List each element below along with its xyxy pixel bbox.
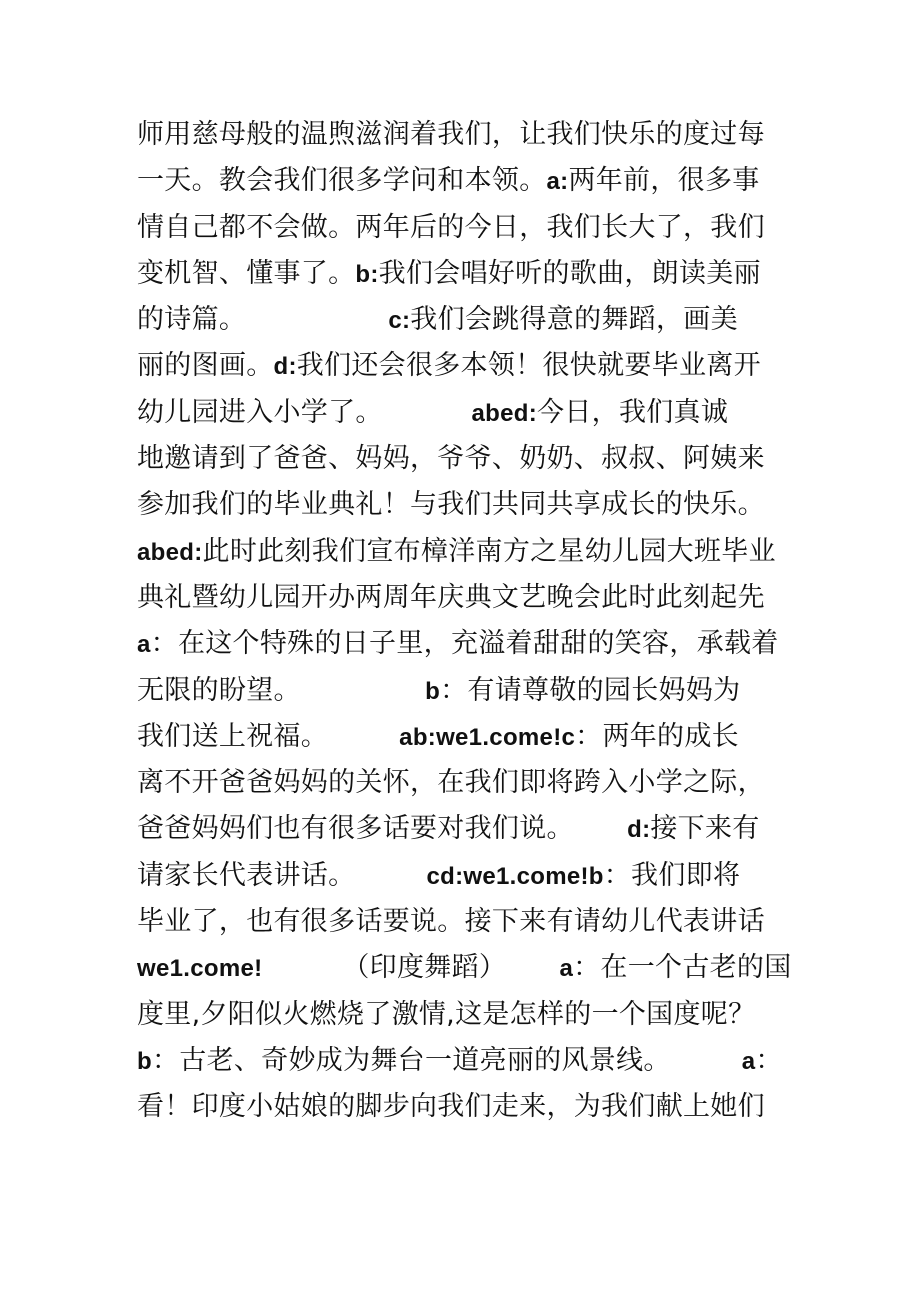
speaker-label: b bbox=[137, 1047, 152, 1075]
line-text: 丽的图画。 bbox=[137, 350, 274, 382]
text-line bbox=[137, 668, 797, 714]
line-text: 今日，我们真诚 bbox=[537, 396, 729, 428]
text-line bbox=[137, 1084, 797, 1130]
line-text: ： bbox=[755, 1044, 783, 1076]
line-text: 参加我们的毕业典礼！与我们共同共享成长的快乐。 bbox=[137, 489, 765, 521]
text-line bbox=[137, 390, 797, 436]
line-text: 变机智、懂事了。 bbox=[137, 257, 356, 289]
line-text: 我们还会很多本领！很快就要毕业离开 bbox=[296, 350, 761, 382]
speaker-label: a bbox=[137, 631, 151, 659]
text-line bbox=[137, 621, 797, 667]
line-text: ：在这个特殊的日子里，充溢着甜甜的笑容，承载着 bbox=[150, 628, 779, 660]
speaker-label: abed: bbox=[137, 538, 203, 566]
speaker-label: we1.come! bbox=[137, 955, 263, 983]
line-text: 师用慈母般的温煦滋润着我们，让我们快乐的度过每 bbox=[137, 119, 765, 150]
text-line bbox=[137, 482, 797, 528]
speaker-label: a bbox=[741, 1047, 756, 1075]
line-text: 爸爸妈妈们也有很多话要对我们说。 bbox=[137, 813, 628, 845]
text-line bbox=[137, 205, 797, 251]
line-text: 请家长代表讲话。 bbox=[137, 859, 427, 891]
line-text: 两年前，很多事 bbox=[568, 165, 760, 197]
line-text: 此时此刻我们宣布樟洋南方之星幼儿园大班毕业 bbox=[202, 535, 776, 567]
script-text-block bbox=[137, 112, 797, 1131]
text-line bbox=[137, 806, 797, 852]
speaker-label: a: bbox=[546, 168, 569, 196]
line-text: ：有请尊敬的园长妈妈为 bbox=[440, 674, 741, 706]
line-text: 一天。教会我们很多学问和本领。 bbox=[137, 165, 547, 197]
text-line bbox=[137, 992, 797, 1038]
text-line bbox=[137, 529, 797, 575]
speaker-label: b bbox=[425, 677, 441, 705]
text-line bbox=[137, 945, 797, 991]
line-text: 情自己都不会做。两年后的今日，我们长大了，我们 bbox=[137, 211, 765, 243]
text-line bbox=[137, 436, 797, 482]
text-line bbox=[137, 575, 797, 621]
line-text: ：两年的成长 bbox=[575, 720, 739, 752]
speaker-label: c: bbox=[388, 307, 411, 335]
line-text: 无限的盼望。 bbox=[137, 674, 426, 706]
line-text: ：在一个古老的国 bbox=[573, 952, 792, 984]
line-text: （印度舞蹈） bbox=[262, 952, 560, 984]
speaker-label: abed: bbox=[471, 399, 538, 427]
text-line bbox=[137, 760, 797, 806]
line-text: 的诗篇。 bbox=[137, 304, 389, 336]
speaker-label: cd:we1.come!b bbox=[426, 862, 604, 890]
text-line bbox=[137, 714, 797, 760]
line-text: 我们会唱好听的歌曲，朗读美丽 bbox=[378, 257, 761, 289]
speaker-label: b: bbox=[355, 260, 379, 288]
line-text: 离不开爸爸妈妈的关怀，在我们即将跨入小学之际， bbox=[137, 767, 765, 799]
text-line bbox=[137, 158, 797, 204]
line-text: 典礼暨幼儿园开办两周年庆典文艺晚会此时此刻起先 bbox=[137, 581, 765, 613]
text-line bbox=[137, 1038, 797, 1084]
text-line bbox=[137, 112, 797, 158]
line-text: 度里,夕阳似火燃烧了激情,这是怎样的一个国度呢？ bbox=[137, 998, 756, 1030]
text-line bbox=[137, 343, 797, 389]
speaker-label: d: bbox=[627, 816, 651, 844]
line-text: ：古老、奇妙成为舞台一道亮丽的风景线。 bbox=[151, 1044, 742, 1076]
line-text: 地邀请到了爸爸、妈妈，爷爷、奶奶、叔叔、阿姨来 bbox=[137, 443, 765, 475]
text-line bbox=[137, 853, 797, 899]
text-line bbox=[137, 899, 797, 945]
line-text: 看！印度小姑娘的脚步向我们走来，为我们献上她们 bbox=[137, 1091, 765, 1123]
text-line bbox=[137, 251, 797, 297]
line-text: 幼儿园进入小学了。 bbox=[137, 396, 472, 428]
line-text: 接下来有 bbox=[650, 813, 760, 845]
line-text: 毕业了，也有很多话要说。接下来有请幼儿代表讲话 bbox=[137, 906, 765, 938]
speaker-label: a bbox=[559, 955, 574, 983]
text-line bbox=[137, 297, 797, 343]
speaker-label: ab:we1.come!c bbox=[399, 723, 576, 751]
line-text: 我们会跳得意的舞蹈，画美 bbox=[410, 304, 738, 336]
speaker-label: d: bbox=[273, 353, 297, 381]
line-text: ：我们即将 bbox=[603, 859, 741, 891]
line-text: 我们送上祝福。 bbox=[137, 720, 400, 752]
